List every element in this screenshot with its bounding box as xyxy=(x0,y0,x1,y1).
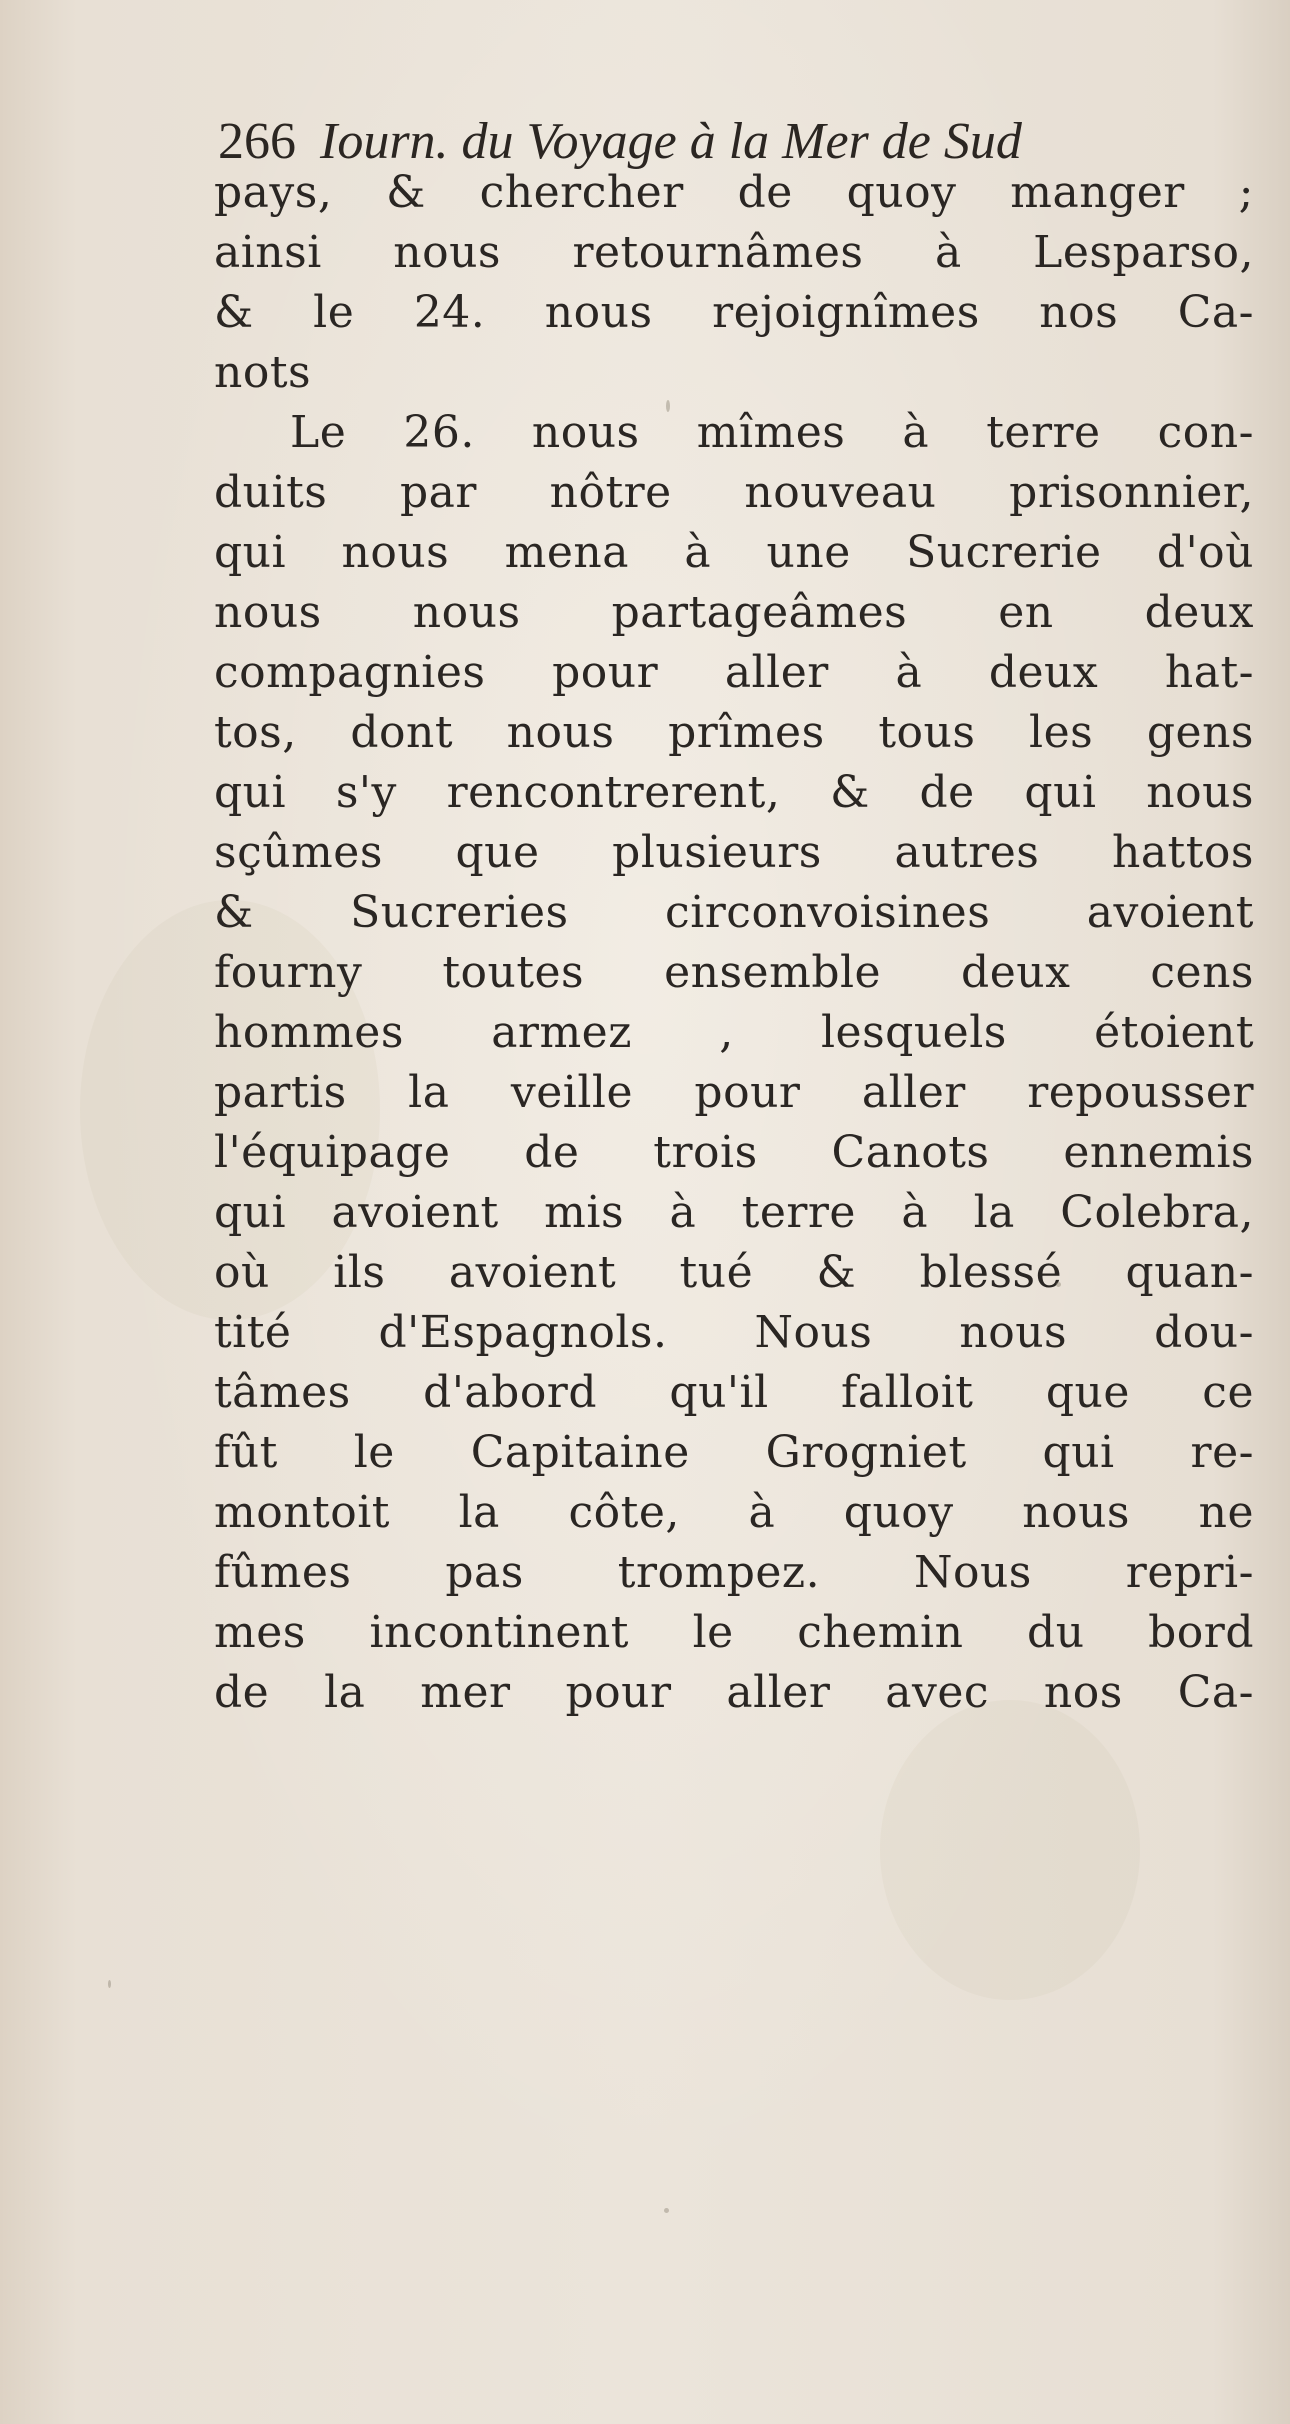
text-line: partis la veille pour aller repousser xyxy=(214,1067,1254,1118)
text-line: l'équipage de trois Canots ennemis xyxy=(214,1127,1254,1178)
text-line: nous nous partageâmes en deux xyxy=(214,587,1254,638)
text-line: ainsi nous retournâmes à Lesparso, xyxy=(214,227,1254,278)
text-line: nots xyxy=(214,347,312,398)
paper-stain xyxy=(880,1700,1140,2000)
text-line: pays, & chercher de quoy manger ; xyxy=(214,167,1254,218)
text-line: sçûmes que plusieurs autres hattos xyxy=(214,827,1254,878)
ink-speck xyxy=(666,400,670,412)
text-line: fourny toutes ensemble deux cens xyxy=(214,947,1254,998)
text-line: duits par nôtre nouveau prisonnier, xyxy=(214,467,1254,518)
text-line: Le 26. nous mîmes à terre con- xyxy=(290,407,1254,458)
text-line: compagnies pour aller à deux hat- xyxy=(214,647,1254,698)
text-line: qui avoient mis à terre à la Colebra, xyxy=(214,1187,1254,1238)
ink-speck xyxy=(108,1980,111,1988)
text-line: qui nous mena à une Sucrerie d'où xyxy=(214,527,1254,578)
text-line: tité d'Espagnols. Nous nous dou- xyxy=(214,1307,1254,1358)
text-line: tos, dont nous prîmes tous les gens xyxy=(214,707,1254,758)
text-line: & le 24. nous rejoignîmes nos Ca- xyxy=(214,287,1254,338)
text-line: fûmes pas trompez. Nous repri- xyxy=(214,1547,1254,1598)
text-line: qui s'y rencontrerent, & de qui nous xyxy=(214,767,1254,818)
ink-speck xyxy=(1056,1282,1061,1287)
text-line: mes incontinent le chemin du bord xyxy=(214,1607,1254,1658)
text-line: fût le Capitaine Grogniet qui re- xyxy=(214,1427,1254,1478)
ink-speck xyxy=(664,2208,669,2213)
text-line: tâmes d'abord qu'il falloit que ce xyxy=(214,1367,1254,1418)
running-title: Iourn. du Voyage à la Mer de Sud xyxy=(320,113,1022,170)
text-line: montoit la côte, à quoy nous ne xyxy=(214,1487,1254,1538)
text-line: hommes armez , lesquels étoient xyxy=(214,1007,1254,1058)
text-line: où ils avoient tué & blessé quan- xyxy=(214,1247,1254,1298)
text-line: & Sucreries circonvoisines avoient xyxy=(214,887,1254,938)
body-text xyxy=(214,163,1254,1723)
page-number: 266 xyxy=(218,113,296,170)
text-line: de la mer pour aller avec nos Ca- xyxy=(214,1667,1254,1718)
